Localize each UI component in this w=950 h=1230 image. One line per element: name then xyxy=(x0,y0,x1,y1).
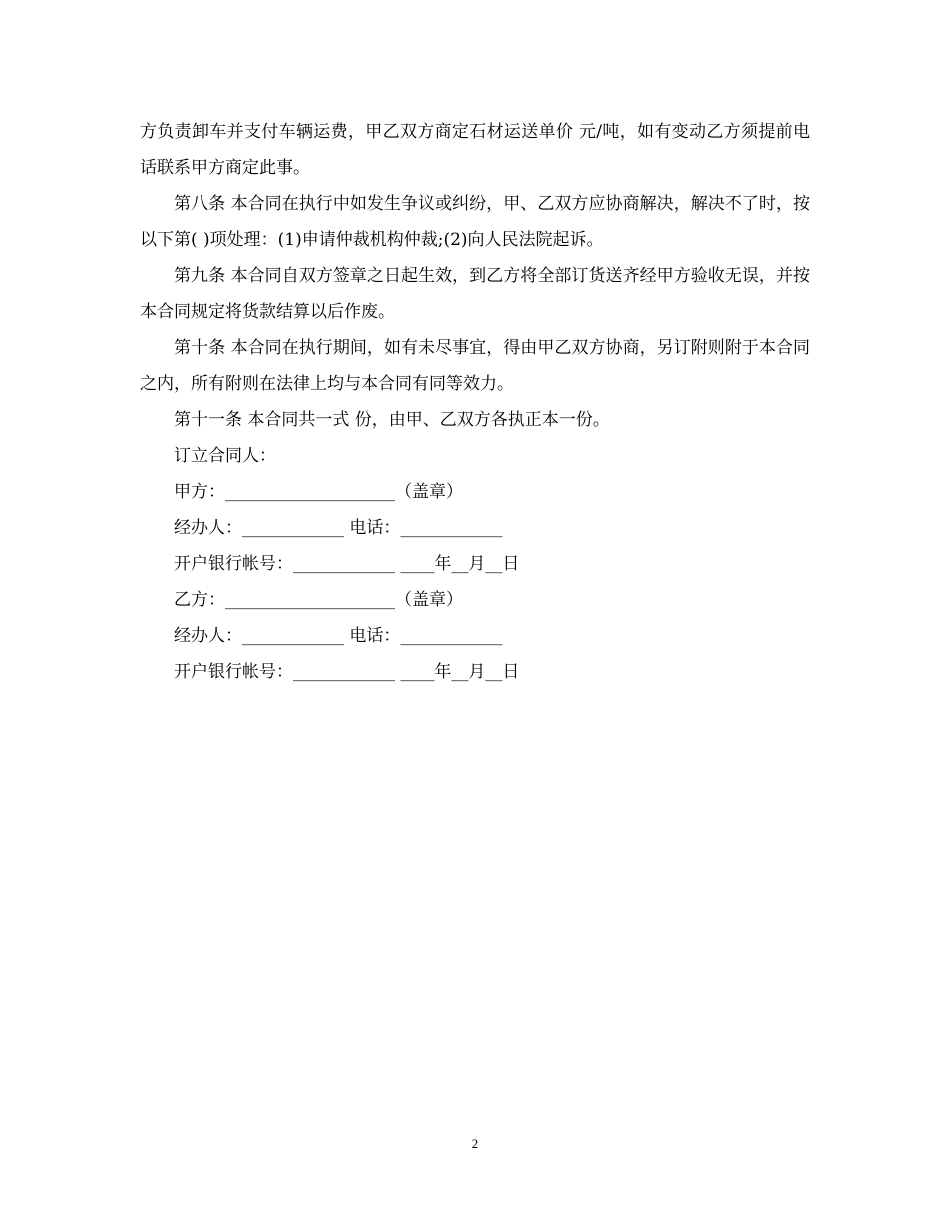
signature-heading: 订立合同人： xyxy=(174,446,276,466)
party-a-agent-line: 经办人：____________ 电话：____________ xyxy=(174,518,503,538)
paragraph-continuation: 方负责卸车并支付车辆运费，甲乙双方商定石材运送单价 元/吨，如有变动乙方须提前电话联系甲方商定此事。 xyxy=(140,122,810,178)
party-b-bank-line: 开户银行帐号：____________ ____年__月__日 xyxy=(174,662,520,682)
party-a-bank-line: 开户银行帐号：____________ ____年__月__日 xyxy=(174,554,520,574)
article-9: 第九条 本合同自双方签章之日起生效，到乙方将全部订货送齐经甲方验收无误，并按本合同规定将货款结算以后作废。 xyxy=(140,266,810,322)
article-10: 第十条 本合同在执行期间，如有未尽事宜，得由甲乙双方协商，另订附则附于本合同之内，所有附则在法律上均与本合同有同等效力。 xyxy=(140,338,810,394)
party-a-line: 甲方：____________________（盖章） xyxy=(174,482,463,502)
party-b-line: 乙方：____________________（盖章） xyxy=(174,590,463,610)
article-8: 第八条 本合同在执行中如发生争议或纠纷，甲、乙双方应协商解决，解决不了时，按以下第( )项处理：(1)申请仲裁机构仲裁;(2)向人民法院起诉。 xyxy=(140,194,810,250)
party-b-agent-line: 经办人：____________ 电话：____________ xyxy=(174,626,503,646)
contract-body xyxy=(140,114,810,690)
article-11: 第十一条 本合同共一式 份，由甲、乙双方各执正本一份。 xyxy=(174,410,610,430)
page-number: 2 xyxy=(471,1136,479,1151)
